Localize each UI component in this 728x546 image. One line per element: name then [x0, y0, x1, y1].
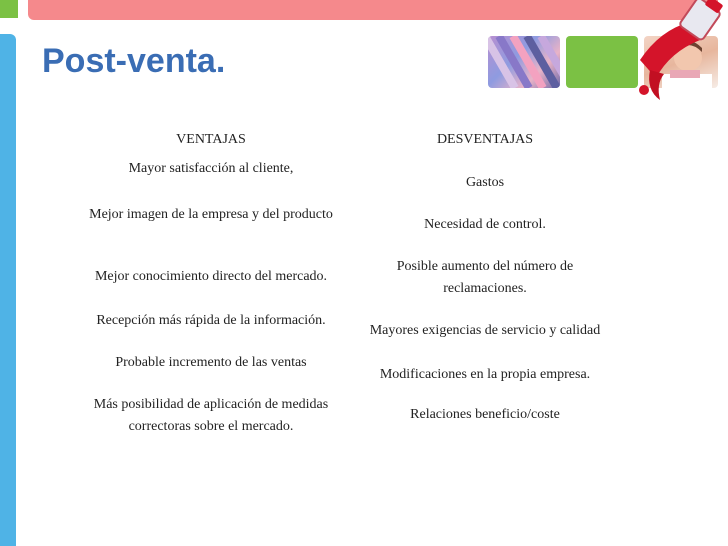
desventaja-item: Gastos	[465, 175, 505, 190]
corner-green-block	[0, 0, 18, 18]
desventaja-item: Relaciones beneficio/coste	[410, 407, 560, 422]
paint-tube-icon	[630, 0, 728, 104]
ventaja-item: Mejor conocimiento directo del mercado.	[94, 269, 328, 284]
crayons-photo	[488, 36, 560, 88]
desventaja-item: Posible aumento del número de reclamaciones.	[396, 259, 574, 296]
desventaja-item: Mayores exigencias de servicio y calidad	[369, 323, 601, 338]
desventaja-item: Modificaciones en la propia empresa.	[379, 367, 591, 382]
slide-title: Post-venta.	[42, 42, 226, 80]
ventaja-item: Mayor satisfacción al cliente,	[128, 161, 294, 176]
left-blue-strip	[0, 34, 16, 546]
ventaja-item: Más posibilidad de aplicación de medidas correctoras sobre el mercado.	[93, 397, 329, 434]
green-tile	[566, 36, 638, 88]
ventaja-item: Probable incremento de las ventas	[115, 355, 307, 370]
top-pink-bar	[28, 0, 718, 20]
desventajas-header: DESVENTAJAS	[436, 132, 534, 147]
ventajas-header: VENTAJAS	[176, 132, 246, 147]
ventaja-item: Recepción más rápida de la información.	[96, 313, 326, 328]
desventaja-item: Necesidad de control.	[424, 217, 546, 232]
ventaja-item: Mejor imagen de la empresa y del producto	[89, 207, 333, 222]
